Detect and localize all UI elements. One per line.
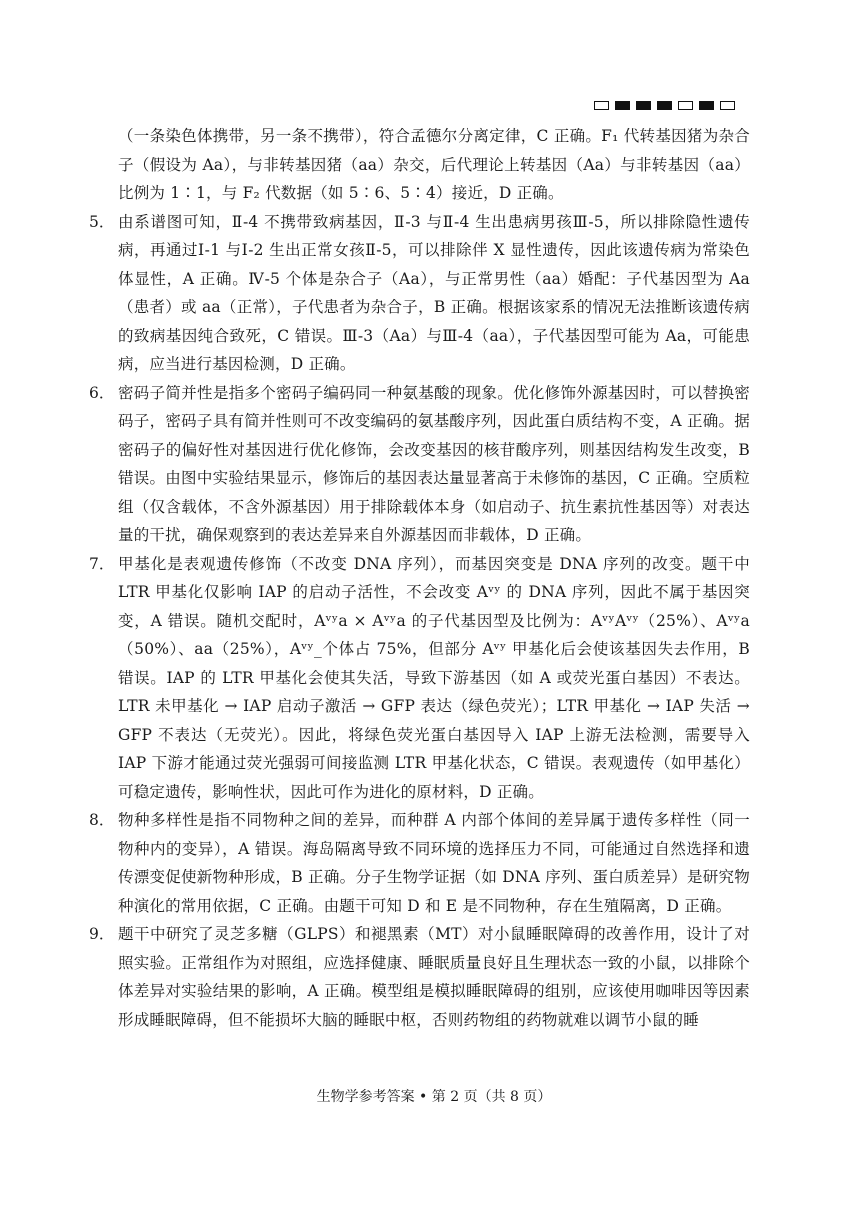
header-mark	[678, 101, 693, 110]
header-mark	[636, 101, 651, 110]
item-text: 由系谱图可知，Ⅱ-4 不携带致病基因，Ⅱ-3 与Ⅱ-4 生出患病男孩Ⅲ-5，所以排除隐性遗传病，再通过Ⅰ-1 与Ⅰ-2 生出正常女孩Ⅱ-5，可以排除伴 X 显性遗传，因此该遗传病为常染色体显性，A 正确。Ⅳ-5 个体是杂合子（Aa），与正常男性（aa）婚配：子代基因型为 Aa（患者）或 aa（正常），子代患者为杂合子，B 正确。根据该家系的情况无法推断该遗传病的致病基因纯合致死，C 错误。Ⅲ-3（Aa）与Ⅲ-4（aa），子代基因型可能为 Aa，可能患病，应当进行基因检测，D 正确。	[118, 212, 750, 373]
header-mark	[657, 101, 672, 110]
item-number: 9．	[89, 925, 115, 943]
header-mark	[615, 101, 630, 110]
item-text: 物种多样性是指不同物种之间的差异，而种群 A 内部个体间的差异属于遗传多样性（同一物种内的变异），A 错误。海岛隔离导致不同环境的选择压力不同，可能通过自然选择和遗传漂变促使新物种形成，B 正确。分子生物学证据（如 DNA 序列、蛋白质差异）是研究物种演化的常用依据，C 正确。由题干可知 D 和 E 是不同物种，存在生殖隔离，D 正确。	[118, 811, 750, 915]
header-mark	[594, 101, 609, 110]
item-number: 7．	[89, 554, 115, 573]
item-text: 密码子简并性是指多个密码子编码同一种氨基酸的现象。优化修饰外源基因时，可以替换密码子，密码子具有简并性则可不改变编码的氨基酸序列，因此蛋白质结构不变，A 正确。据密码子的偏好性对基因进行优化修饰，会改变基因的核苷酸序列，则基因结构发生改变，B 错误。由图中实验结果显示，修饰后的基因表达量显著高于未修饰的基因，C 正确。空质粒组（仅含载体，不含外源基因）用于排除载体本身（如启动子、抗生素抗性基因等）对表达量的干扰，确保观察到的表达差异来自外源基因而非载体，D 正确。	[118, 383, 756, 544]
item-number: 8．	[89, 811, 115, 829]
header-mark	[720, 101, 735, 110]
continuation-paragraph: （一条染色体携带，另一条不携带），符合孟德尔分离定律，C 正确。F₁ 代转基因猪为杂合子（假设为 Aa），与非转基因猪（aa）杂交，后代理论上转基因（Aa）与非转基因（aa）比例为 1∶1，与 F₂ 代数据（如 5∶6、5∶4）接近，D 正确。	[118, 127, 750, 202]
header-marks	[594, 101, 735, 110]
answer-content	[89, 122, 756, 1034]
answer-item-6	[89, 379, 756, 550]
item-number: 6．	[89, 383, 115, 402]
answer-item-5	[89, 208, 750, 379]
answer-item-9	[89, 920, 750, 1034]
answer-item-8	[89, 806, 750, 920]
answer-item-7	[89, 550, 756, 807]
item-number: 5．	[89, 212, 115, 231]
header-mark	[699, 101, 714, 110]
item-text: 甲基化是表观遗传修饰（不改变 DNA 序列），而基因突变是 DNA 序列的改变。题干中 LTR 甲基化仅影响 IAP 的启动子活性，不会改变 Aᵛʸ 的 DNA 序列，因此不属于基因突变，A 错误。随机交配时，Aᵛʸa × Aᵛʸa 的子代基因型及比例为：AᵛʸAᵛʸ（25%）、Aᵛʸa（50%）、aa（25%），Aᵛʸ_个体占 75%，但部分 Aᵛʸ 甲基化后会使该基因失去作用，B 错误。IAP 的 LTR 甲基化会使其失活，导致下游基因（如 A 或荧光蛋白基因）不表达。LTR 未甲基化 → IAP 启动子激活 → GFP 表达（绿色荧光）；LTR 甲基化 → IAP 失活 → GFP 不表达（无荧光）。因此，将绿色荧光蛋白基因导入 IAP 上游无法检测，需要导入 IAP 下游才能通过荧光强弱可间接监测 LTR 甲基化状态，C 错误。表观遗传（如甲基化）可稳定遗传，影响性状，因此可作为进化的原材料，D 正确。	[118, 554, 756, 801]
page-footer: 生物学参考答案 • 第 2 页（共 8 页）	[316, 1089, 552, 1105]
item-text: 题干中研究了灵芝多糖（GLPS）和褪黑素（MT）对小鼠睡眠障碍的改善作用，设计了对照实验。正常组作为对照组，应选择健康、睡眠质量良好且生理状态一致的小鼠，以排除个体差异对实验结果的影响，A 正确。模型组是模拟睡眠障碍的组别，应该使用咖啡因等因素形成睡眠障碍，但不能损坏大脑的睡眠中枢，否则药物组的药物就难以调节小鼠的睡	[118, 925, 750, 1029]
